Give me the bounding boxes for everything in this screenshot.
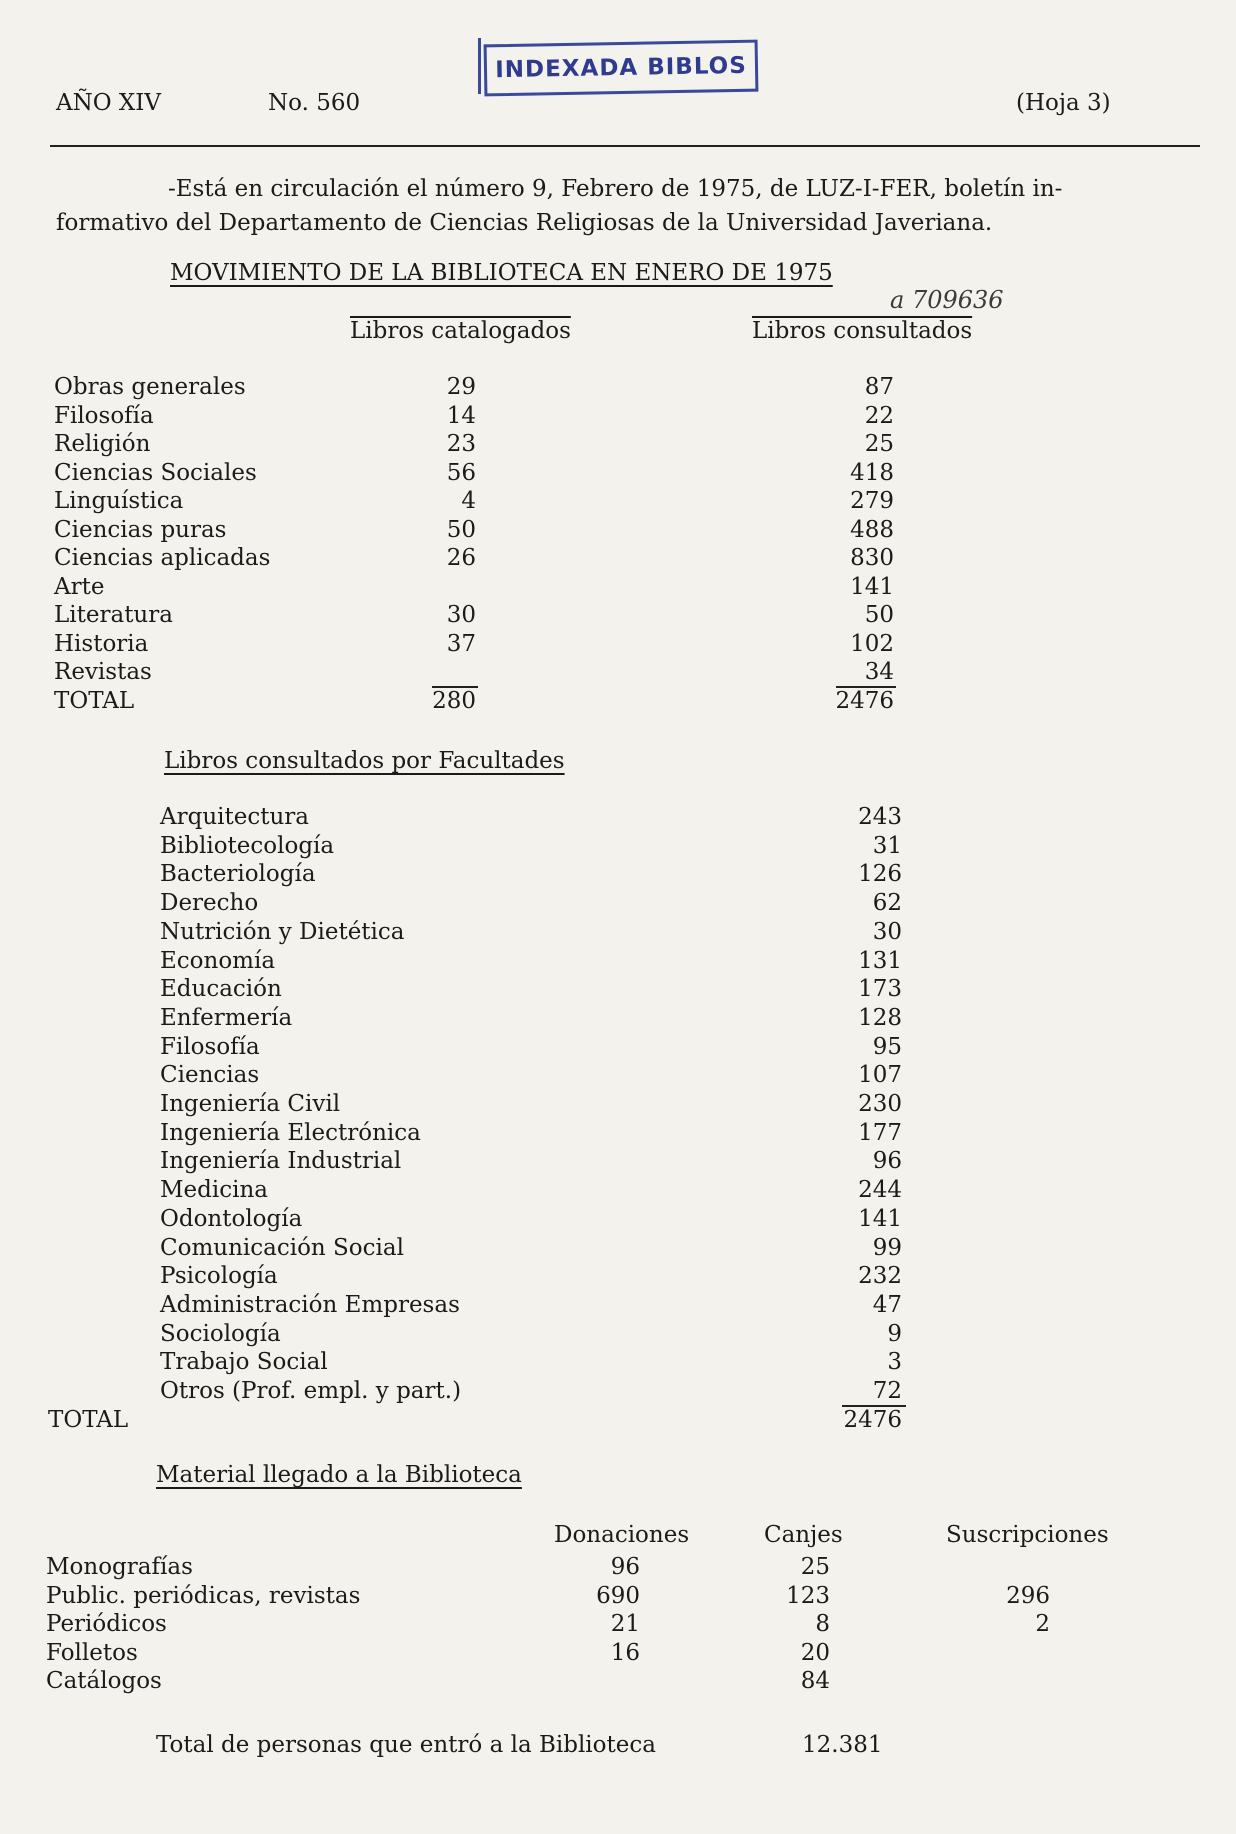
total-consultados: 2476 [835, 687, 894, 714]
section-title: MOVIMIENTO DE LA BIBLIOTECA EN ENERO DE 1975 [170, 260, 833, 286]
faculty-value: 3 [887, 1349, 902, 1376]
catalogados-value: 30 [446, 602, 476, 628]
catalogados-value: 56 [446, 459, 476, 486]
faculty-value: 243 [858, 804, 902, 830]
faculty-value: 141 [858, 1205, 902, 1232]
faculty-value: 230 [858, 1091, 902, 1117]
intro-line-2: formativo del Departamento de Ciencias Religiosas de la Universidad Javeriana. [56, 210, 993, 236]
faculty-label: Otros (Prof. empl. y part.) [160, 1378, 462, 1404]
faculty-label: Administración Empresas [160, 1291, 460, 1318]
total-catalogados: 280 [432, 687, 476, 714]
intro-paragraph [56, 172, 1176, 240]
faculty-label: Arquitectura [160, 804, 309, 830]
intro-line-1: -Está en circulación el número 9, Febrero de 1975, de LUZ-I-FER, boletín in- [168, 176, 1063, 202]
catalogados-value: 26 [446, 545, 476, 571]
catalogados-value: 23 [446, 431, 476, 457]
faculty-value: 107 [858, 1062, 902, 1089]
faculty-value: 95 [872, 1033, 902, 1060]
row-label: Revistas [54, 659, 152, 685]
material-label: Periódicos [46, 1611, 167, 1637]
donaciones-value: 21 [610, 1611, 640, 1637]
faculty-value: 244 [858, 1177, 902, 1204]
consultados-value: 87 [864, 374, 894, 400]
row-label: Obras generales [54, 374, 246, 400]
consultados-value: 50 [864, 602, 894, 628]
material-label: Public. periódicas, revistas [46, 1582, 361, 1609]
consultados-value: 102 [850, 630, 894, 657]
consultados-value: 830 [850, 545, 894, 571]
consultados-value: 141 [850, 573, 894, 600]
facultades-total-label: TOTAL [48, 1406, 129, 1433]
faculty-value: 173 [858, 976, 902, 1003]
canjes-value: 123 [786, 1582, 830, 1609]
row-label: Historia [54, 630, 149, 657]
row-label: Ciencias Sociales [54, 459, 257, 486]
consultados-value: 279 [850, 488, 894, 514]
handwritten-note: a 709636 [890, 286, 1004, 314]
material-label: Monografías [46, 1554, 193, 1580]
faculty-label: Enfermería [160, 1004, 293, 1031]
faculty-label: Derecho [160, 890, 259, 917]
material-title: Material llegado a la Biblioteca [156, 1462, 522, 1488]
total-label: TOTAL [54, 687, 135, 714]
col-header-suscripciones: Suscripciones [946, 1522, 1109, 1548]
faculty-value: 47 [872, 1291, 902, 1318]
faculty-value: 72 [872, 1378, 902, 1404]
faculty-value: 131 [858, 947, 902, 974]
faculty-label: Sociología [160, 1320, 281, 1347]
catalogados-value: 29 [446, 374, 476, 400]
faculty-label: Ingeniería Civil [160, 1091, 341, 1117]
faculty-label: Bibliotecología [160, 832, 335, 859]
canjes-value: 25 [800, 1554, 830, 1580]
consultados-value: 488 [850, 516, 894, 543]
stamp-border-mark [478, 38, 481, 94]
row-label: Filosofía [54, 402, 154, 429]
catalogados-value: 50 [446, 516, 476, 543]
catalogados-value: 14 [446, 402, 476, 429]
col-header-canjes: Canjes [764, 1522, 843, 1548]
faculty-label: Medicina [160, 1177, 269, 1204]
faculty-label: Trabajo Social [160, 1349, 328, 1376]
sheet-label: (Hoja 3) [1016, 90, 1111, 116]
col-header-catalogados: Libros catalogados [350, 318, 571, 344]
indexada-stamp: INDEXADA BIBLOS [484, 40, 759, 97]
faculty-label: Ingeniería Electrónica [160, 1119, 421, 1146]
total-personas-value: 12.381 [802, 1732, 883, 1758]
faculty-value: 62 [872, 890, 902, 917]
faculty-value: 30 [872, 918, 902, 945]
canjes-value: 8 [815, 1611, 830, 1637]
catalogados-value: 37 [446, 630, 476, 657]
row-label: Literatura [54, 602, 173, 628]
header-rule [50, 145, 1200, 147]
faculty-label: Nutrición y Dietética [160, 918, 405, 945]
col-header-donaciones: Donaciones [554, 1522, 690, 1548]
total-personas-label: Total de personas que entró a la Biblioteca [156, 1732, 656, 1758]
faculty-label: Comunicación Social [160, 1234, 404, 1261]
consultados-value: 418 [850, 459, 894, 486]
row-label: Ciencias aplicadas [54, 545, 271, 571]
faculty-value: 128 [858, 1004, 902, 1031]
faculty-value: 31 [872, 832, 902, 859]
faculty-label: Economía [160, 947, 276, 974]
row-label: Arte [54, 573, 105, 600]
faculty-value: 96 [872, 1148, 902, 1175]
donaciones-value: 16 [610, 1639, 640, 1666]
faculty-label: Bacteriología [160, 861, 316, 888]
material-label: Folletos [46, 1639, 138, 1666]
facultades-total-value: 2476 [843, 1406, 902, 1433]
faculty-label: Ingeniería Industrial [160, 1148, 402, 1175]
facultades-title: Libros consultados por Facultades [164, 748, 565, 774]
consultados-value: 34 [864, 659, 894, 685]
faculty-label: Odontología [160, 1205, 303, 1232]
donaciones-value: 690 [596, 1582, 640, 1609]
faculty-label: Educación [160, 976, 282, 1003]
suscripciones-value: 296 [1006, 1582, 1050, 1609]
row-label: Ciencias puras [54, 516, 227, 543]
row-label: Linguística [54, 488, 184, 514]
faculty-label: Ciencias [160, 1062, 260, 1089]
faculty-value: 9 [887, 1320, 902, 1347]
catalogados-value: 4 [461, 488, 476, 514]
faculty-label: Psicología [160, 1263, 278, 1290]
faculty-value: 177 [858, 1119, 902, 1146]
consultados-value: 22 [864, 402, 894, 429]
faculty-value: 126 [858, 861, 902, 888]
faculty-value: 232 [858, 1263, 902, 1290]
consultados-value: 25 [864, 431, 894, 457]
material-label: Catálogos [46, 1668, 162, 1694]
donaciones-value: 96 [610, 1554, 640, 1580]
faculty-label: Filosofía [160, 1033, 260, 1060]
col-header-consultados: Libros consultados [752, 318, 973, 344]
issue-number: No. 560 [268, 90, 361, 116]
row-label: Religión [54, 431, 151, 457]
canjes-value: 84 [800, 1668, 830, 1694]
year-label: AÑO XIV [56, 90, 161, 116]
canjes-value: 20 [800, 1639, 830, 1666]
suscripciones-value: 2 [1035, 1611, 1050, 1637]
faculty-value: 99 [872, 1234, 902, 1261]
